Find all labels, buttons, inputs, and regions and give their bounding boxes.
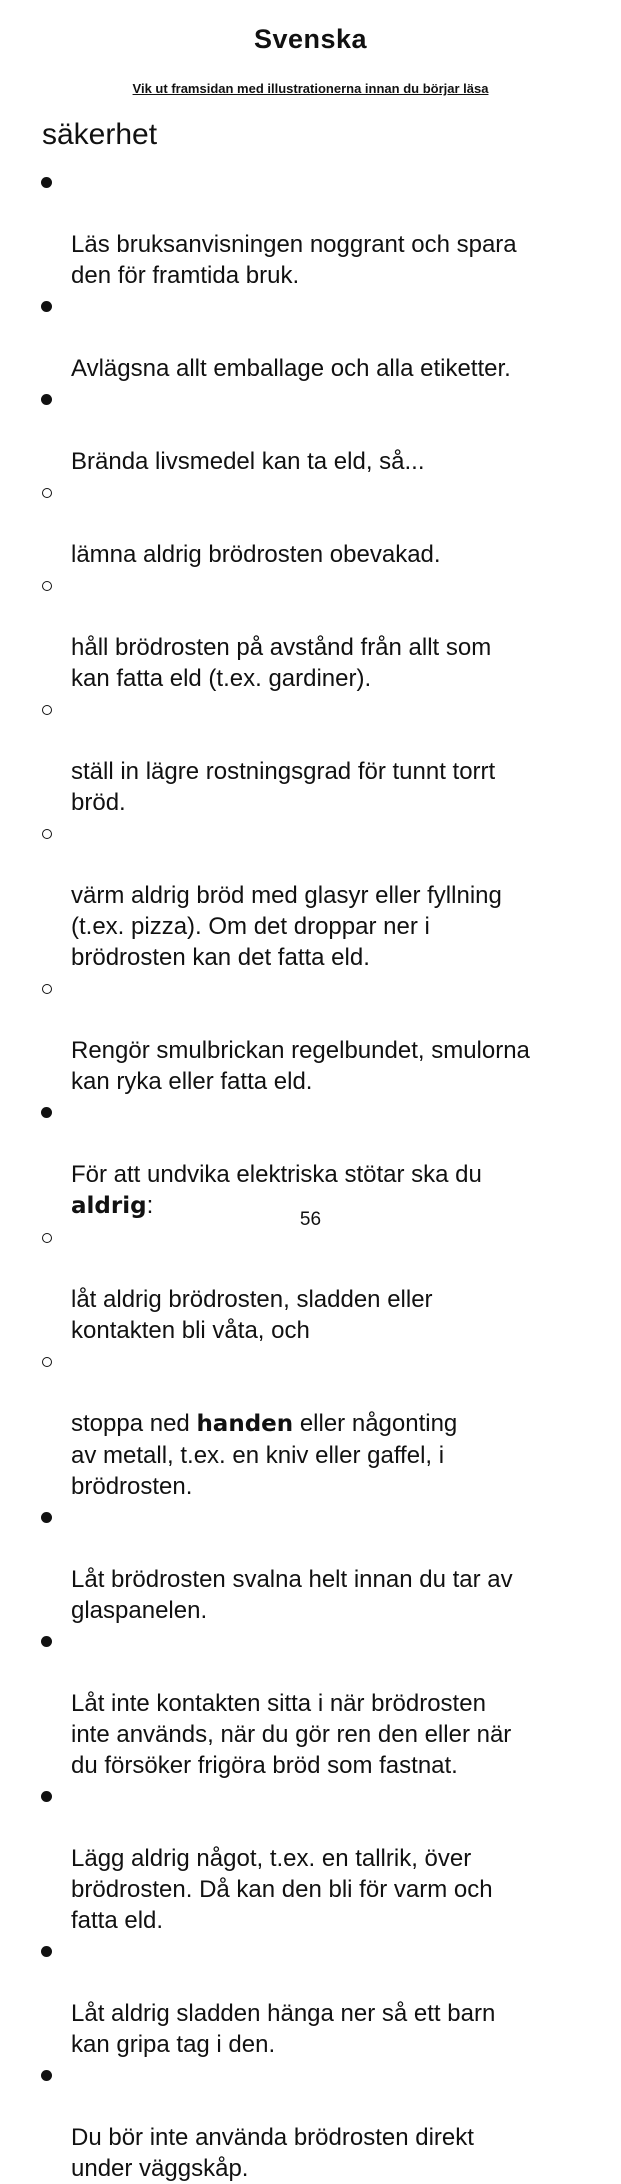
- list-item: [0, 1626, 621, 1781]
- list-item: [0, 1781, 621, 1936]
- list-item: [0, 1097, 621, 1222]
- bullet-filled-icon: [41, 291, 55, 322]
- item-text: Brända livsmedel kan ta eld, så...: [71, 448, 425, 475]
- safety-list: [0, 167, 621, 2184]
- item-text: håll brödrosten på avstånd från allt som kan fatta eld (t.ex. gardiner).: [71, 634, 492, 692]
- bullet-hollow-icon: [41, 1346, 55, 1377]
- item-text: Lägg aldrig något, t.ex. en tallrik, över brödrosten. Då kan den bli för varm och fatta eld.: [71, 1845, 493, 1934]
- section-heading: säkerhet: [42, 118, 158, 151]
- page-number: 56: [299, 1209, 322, 1230]
- list-item: [0, 477, 621, 570]
- list-item: [0, 1346, 621, 1502]
- bullet-filled-icon: [41, 2060, 55, 2091]
- bullet-hollow-icon: [41, 694, 55, 725]
- list-item: [0, 570, 621, 694]
- item-text: Rengör smulbrickan regelbundet, smulorna kan ryka eller fatta eld.: [71, 1037, 530, 1095]
- item-text: Låt inte kontakten sitta i när brödrosten inte används, när du gör ren den eller när du försöker frigöra bröd som fastnat.: [71, 1690, 512, 1779]
- item-text: eller någonting av metall, t.ex. en kniv eller gaffel, i brödrosten.: [71, 1410, 458, 1500]
- list-item: [0, 1222, 621, 1346]
- item-text: Du bör inte använda brödrosten direkt under väggskåp.: [71, 2124, 474, 2182]
- list-item: [0, 818, 621, 973]
- item-text: Låt aldrig sladden hänga ner så ett barn kan gripa tag i den.: [71, 2000, 496, 2058]
- item-text: lämna aldrig brödrosten obevakad.: [71, 541, 441, 568]
- item-text: För att undvika elektriska stötar ska du: [71, 1161, 482, 1188]
- list-item: [0, 291, 621, 384]
- bullet-hollow-icon: [41, 973, 55, 1004]
- bullet-filled-icon: [41, 1502, 55, 1533]
- item-text: låt aldrig brödrosten, sladden eller kontakten bli våta, och: [71, 1286, 433, 1344]
- item-text: stoppa ned: [71, 1410, 197, 1437]
- list-item: [0, 1936, 621, 2060]
- item-text: värm aldrig bröd med glasyr eller fyllning (t.ex. pizza). Om det droppar ner i brödrosten kan det fatta eld.: [71, 882, 502, 971]
- item-text: Avlägsna allt emballage och alla etiketter.: [71, 355, 511, 382]
- bullet-filled-icon: [41, 167, 55, 198]
- list-item: [0, 1502, 621, 1626]
- bullet-hollow-icon: [41, 818, 55, 849]
- bullet-filled-icon: [41, 384, 55, 415]
- list-item: [0, 167, 621, 291]
- item-text: ställ in lägre rostningsgrad för tunnt torrt bröd.: [71, 758, 496, 816]
- item-text: Läs bruksanvisningen noggrant och spara den för framtida bruk.: [71, 231, 517, 289]
- list-item: [0, 973, 621, 1097]
- bullet-filled-icon: [41, 1781, 55, 1812]
- list-item: [0, 2060, 621, 2184]
- item-bold-text: aldrig: [71, 1193, 147, 1219]
- item-text: :: [146, 1192, 154, 1219]
- item-bold-text: handen: [196, 1411, 294, 1437]
- bullet-filled-icon: [41, 1936, 55, 1967]
- subtitle-instruction: Vik ut framsidan med illustrationerna innan du börjar läsa: [132, 81, 489, 96]
- bullet-filled-icon: [41, 1097, 55, 1128]
- list-item: [0, 694, 621, 818]
- page-title: Svenska: [253, 24, 368, 54]
- list-item: [0, 384, 621, 477]
- bullet-hollow-icon: [41, 477, 55, 508]
- item-text: Låt brödrosten svalna helt innan du tar av glaspanelen.: [71, 1566, 513, 1624]
- bullet-hollow-icon: [41, 570, 55, 601]
- bullet-filled-icon: [41, 1626, 55, 1657]
